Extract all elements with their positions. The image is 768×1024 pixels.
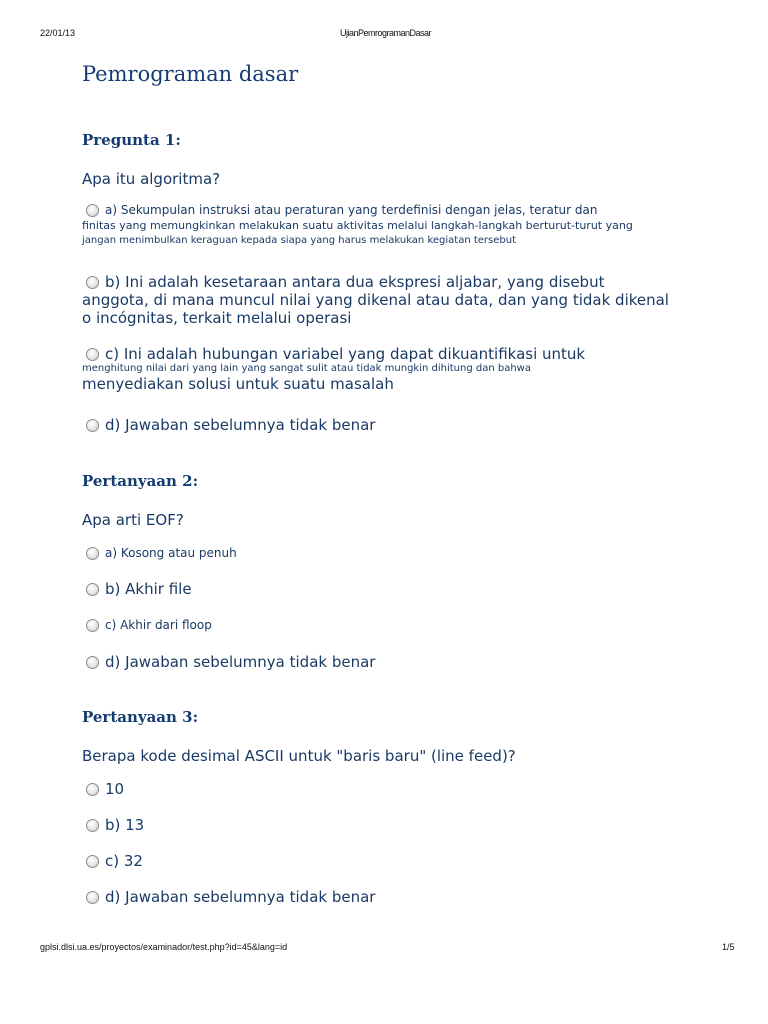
option-text: finitas yang memungkinkan melakukan suatu aktivitas melalui langkah-langkah berturut-turut yang bbox=[82, 219, 633, 232]
radio-button[interactable] bbox=[86, 419, 99, 432]
option-text: d) Jawaban sebelumnya tidak benar bbox=[105, 653, 376, 671]
question-3-heading: Pertanyaan 3: bbox=[82, 708, 199, 726]
radio-button[interactable] bbox=[86, 547, 99, 560]
option-text: d) Jawaban sebelumnya tidak benar bbox=[105, 416, 376, 434]
option-text: b) Akhir file bbox=[105, 580, 192, 598]
radio-button[interactable] bbox=[86, 819, 99, 832]
radio-button[interactable] bbox=[86, 348, 99, 361]
print-date: 22/01/13 bbox=[40, 28, 76, 38]
print-url: gplsi.dlsi.ua.es/proyectos/examinador/test.php?id=45&lang=id bbox=[40, 942, 288, 952]
option-text: c) 32 bbox=[105, 852, 143, 870]
question-3-option-a[interactable] bbox=[82, 780, 672, 798]
radio-button[interactable] bbox=[86, 656, 99, 669]
option-text: anggota, di mana muncul nilai yang dikenal atau data, dan yang tidak dikenal bbox=[82, 291, 669, 309]
option-text: o incógnitas, terkait melalui operasi bbox=[82, 309, 352, 327]
radio-button[interactable] bbox=[86, 204, 99, 217]
question-1-option-b[interactable] bbox=[82, 273, 672, 327]
option-text: menyediakan solusi untuk suatu masalah bbox=[82, 375, 394, 393]
radio-button[interactable] bbox=[86, 855, 99, 868]
question-2-option-a[interactable] bbox=[82, 545, 672, 561]
question-3-option-c[interactable] bbox=[82, 852, 672, 870]
option-text: a) Sekumpulan instruksi atau peraturan yang terdefinisi dengan jelas, teratur dan bbox=[105, 203, 598, 217]
option-text: 10 bbox=[105, 780, 125, 798]
question-3-option-d[interactable] bbox=[82, 888, 672, 906]
option-text: d) Jawaban sebelumnya tidak benar bbox=[105, 888, 376, 906]
question-1-option-d[interactable] bbox=[82, 416, 672, 434]
option-text: a) Kosong atau penuh bbox=[105, 546, 237, 560]
question-1-heading: Pregunta 1: bbox=[82, 131, 181, 149]
radio-button[interactable] bbox=[86, 891, 99, 904]
radio-button[interactable] bbox=[86, 583, 99, 596]
option-text: c) Akhir dari floop bbox=[105, 618, 212, 632]
option-text: jangan menimbulkan keraguan kepada siapa yang harus melakukan kegiatan tersebut bbox=[82, 235, 517, 246]
question-1-text: Apa itu algoritma? bbox=[82, 170, 221, 188]
question-2-heading: Pertanyaan 2: bbox=[82, 472, 199, 490]
option-text: menghitung nilai dari yang lain yang sangat sulit atau tidak mungkin dihitung dan bahwa bbox=[82, 363, 531, 374]
print-title: UjianPemrogramanDasar bbox=[340, 28, 432, 38]
page-title: Pemrograman dasar bbox=[82, 62, 299, 86]
question-1-option-a[interactable] bbox=[82, 202, 672, 248]
option-text: b) Ini adalah kesetaraan antara dua ekspresi aljabar, yang disebut bbox=[105, 273, 605, 291]
option-text: c) Ini adalah hubungan variabel yang dapat dikuantifikasi untuk bbox=[105, 345, 586, 363]
question-2-option-b[interactable] bbox=[82, 580, 672, 598]
question-2-option-c[interactable] bbox=[82, 617, 672, 633]
radio-button[interactable] bbox=[86, 619, 99, 632]
question-1-option-c[interactable] bbox=[82, 345, 672, 393]
question-3-option-b[interactable] bbox=[82, 816, 672, 834]
page-number: 1/5 bbox=[722, 942, 735, 952]
question-3-text: Berapa kode desimal ASCII untuk "baris baru" (line feed)? bbox=[82, 747, 516, 765]
question-2-option-d[interactable] bbox=[82, 653, 672, 671]
radio-button[interactable] bbox=[86, 276, 99, 289]
radio-button[interactable] bbox=[86, 783, 99, 796]
question-2-text: Apa arti EOF? bbox=[82, 511, 184, 529]
option-text: b) 13 bbox=[105, 816, 145, 834]
